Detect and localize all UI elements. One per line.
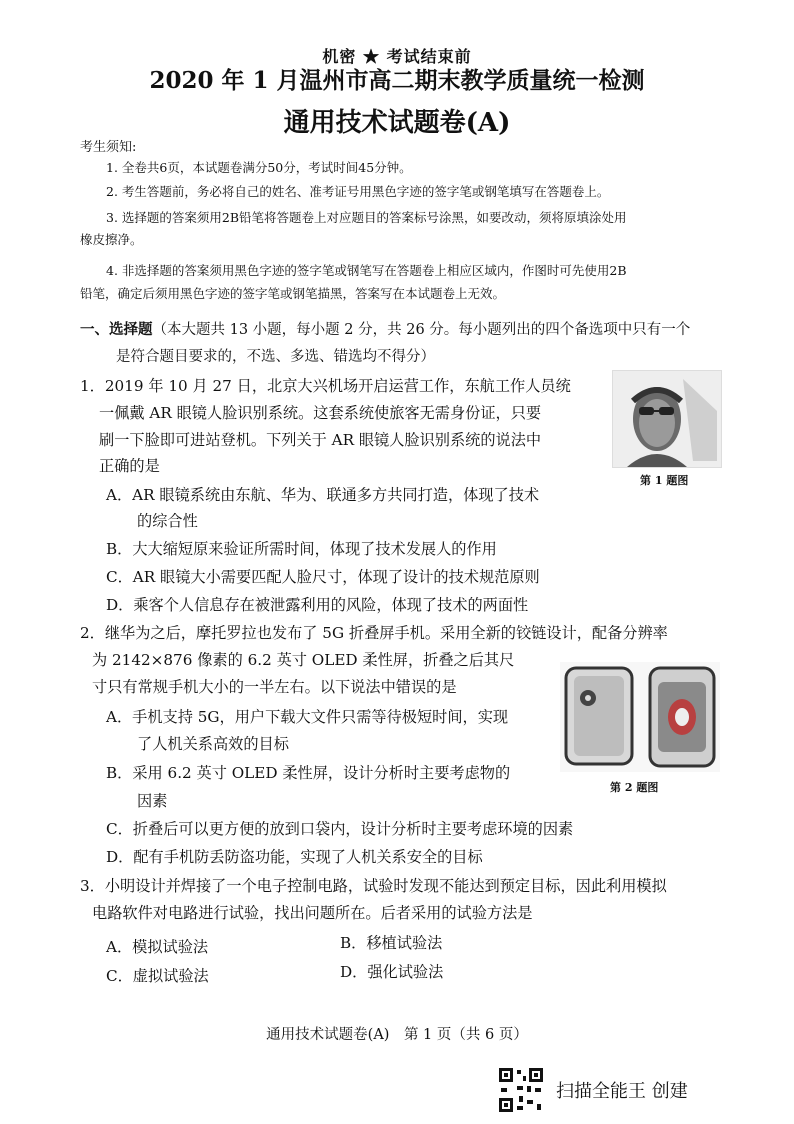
q2-stem-line: 为 2142×876 像素的 6.2 英寸 OLED 柔性屏，折叠之后其尺 [92, 651, 515, 669]
notice-item: 4. 非选择题的答案须用黑色字迹的签字笔或钢笔写在答题卷上相应区域内，作图时可先使用2B [106, 263, 627, 278]
folding-phone-icon [560, 662, 720, 772]
q1-option-a-cont: 的综合性 [137, 512, 198, 530]
q3-stem-line: 电路软件对电路进行试验，找出问题所在。后者采用的试验方法是 [92, 904, 533, 922]
q1-option-c: C．AR 眼镜大小需要匹配人脸尺寸，体现了设计的技术规范原则 [106, 568, 540, 586]
q3-stem-line: 3．小明设计并焊接了一个电子控制电路，试验时发现不能达到预定目标，因此利用模拟 [80, 877, 667, 895]
q2-stem-line: 2．继华为之后，摩托罗拉也发布了 5G 折叠屏手机。采用全新的铰链设计，配备分辨率 [80, 624, 668, 642]
q2-option-b-cont: 因素 [137, 792, 168, 810]
notice-item-continued: 橡皮擦净。 [80, 232, 143, 247]
q1-stem-line: 一佩戴 AR 眼镜人脸识别系统。这套系统使旅客无需身份证，只要 [99, 404, 542, 422]
scanner-watermark: 扫描全能王 创建 [556, 1081, 688, 1102]
q2-option-a: A．手机支持 5G，用户下载大文件只需等待极短时间，实现 [106, 708, 509, 726]
q1-stem-line: 正确的是 [99, 457, 160, 475]
q2-stem-line: 寸只有常规手机大小的一半左右。以下说法中错误的是 [92, 678, 457, 696]
notice-title: 考生须知: [80, 140, 137, 155]
q2-option-d: D．配有手机防丢防盗功能，实现了人机关系安全的目标 [106, 848, 483, 866]
q3-option-b: B．移植试验法 [340, 934, 443, 952]
q3-option-c: C．虚拟试验法 [106, 967, 209, 985]
q2-option-b: B．采用 6.2 英寸 OLED 柔性屏，设计分析时主要考虑物的 [106, 764, 511, 782]
section-instructions-2: 是符合题目要求的，不选、多选、错选均不得分） [116, 349, 435, 365]
page-footer: 通用技术试题卷(A) 第 1 页（共 6 页） [266, 1027, 528, 1043]
notice-item-continued: 铅笔，确定后须用黑色字迹的签字笔或钢笔描黑，答案写在本试题卷上无效。 [80, 286, 506, 301]
face-photo-icon [613, 371, 721, 467]
q1-option-b: B．大大缩短原来验证所需时间，体现了技术发展人的作用 [106, 540, 497, 558]
q1-option-d: D．乘客个人信息存在被泄露利用的风险，体现了技术的两面性 [106, 596, 529, 614]
confidential-label: 机密 ★ 考试结束前 [322, 47, 472, 66]
q2-figure-caption: 第 2 题图 [610, 781, 659, 794]
q2-option-a-cont: 了人机关系高效的目标 [137, 735, 289, 753]
q1-stem-line: 1．2019 年 10 月 27 日，北京大兴机场开启运营工作，东航工作人员统 [80, 377, 571, 395]
section-heading [80, 318, 730, 342]
notice-item: 2. 考生答题前，务必将自己的姓名、准考证号用黑色字迹的签字笔或钢笔填写在答题卷上。 [106, 184, 610, 199]
q3-option-a: A．模拟试验法 [106, 938, 209, 956]
q1-stem-line: 刷一下脸即可进站登机。下列关于 AR 眼镜人脸识别系统的说法中 [99, 431, 542, 449]
exam-title: 2020 年 1 月温州市高二期末教学质量统一检测 [149, 67, 645, 94]
q1-option-a: A．AR 眼镜系统由东航、华为、联通多方共同打造，体现了技术 [106, 486, 540, 504]
exam-subtitle: 通用技术试题卷(A) [283, 108, 511, 138]
notice-item: 3. 选择题的答案须用2B铅笔将答题卷上对应题目的答案标号涂黑，如要改动，须将原填涂处用 [106, 210, 627, 225]
section-lead: 一、选择题 [80, 321, 153, 338]
q1-figure-caption: 第 1 题图 [640, 474, 689, 487]
qr-code-icon [497, 1066, 545, 1114]
q3-option-d: D．强化试验法 [340, 963, 444, 981]
q2-option-c: C．折叠后可以更方便的放到口袋内，设计分析时主要考虑环境的因素 [106, 820, 574, 838]
q2-figure-image [560, 662, 720, 772]
section-instructions: （本大题共 13 小题，每小题 2 分，共 26 分。每小题列出的四个备选项中只有一个 [152, 322, 691, 338]
q1-figure-image [612, 370, 722, 468]
notice-item: 1. 全卷共6页，本试题卷满分50分，考试时间45分钟。 [106, 160, 412, 175]
